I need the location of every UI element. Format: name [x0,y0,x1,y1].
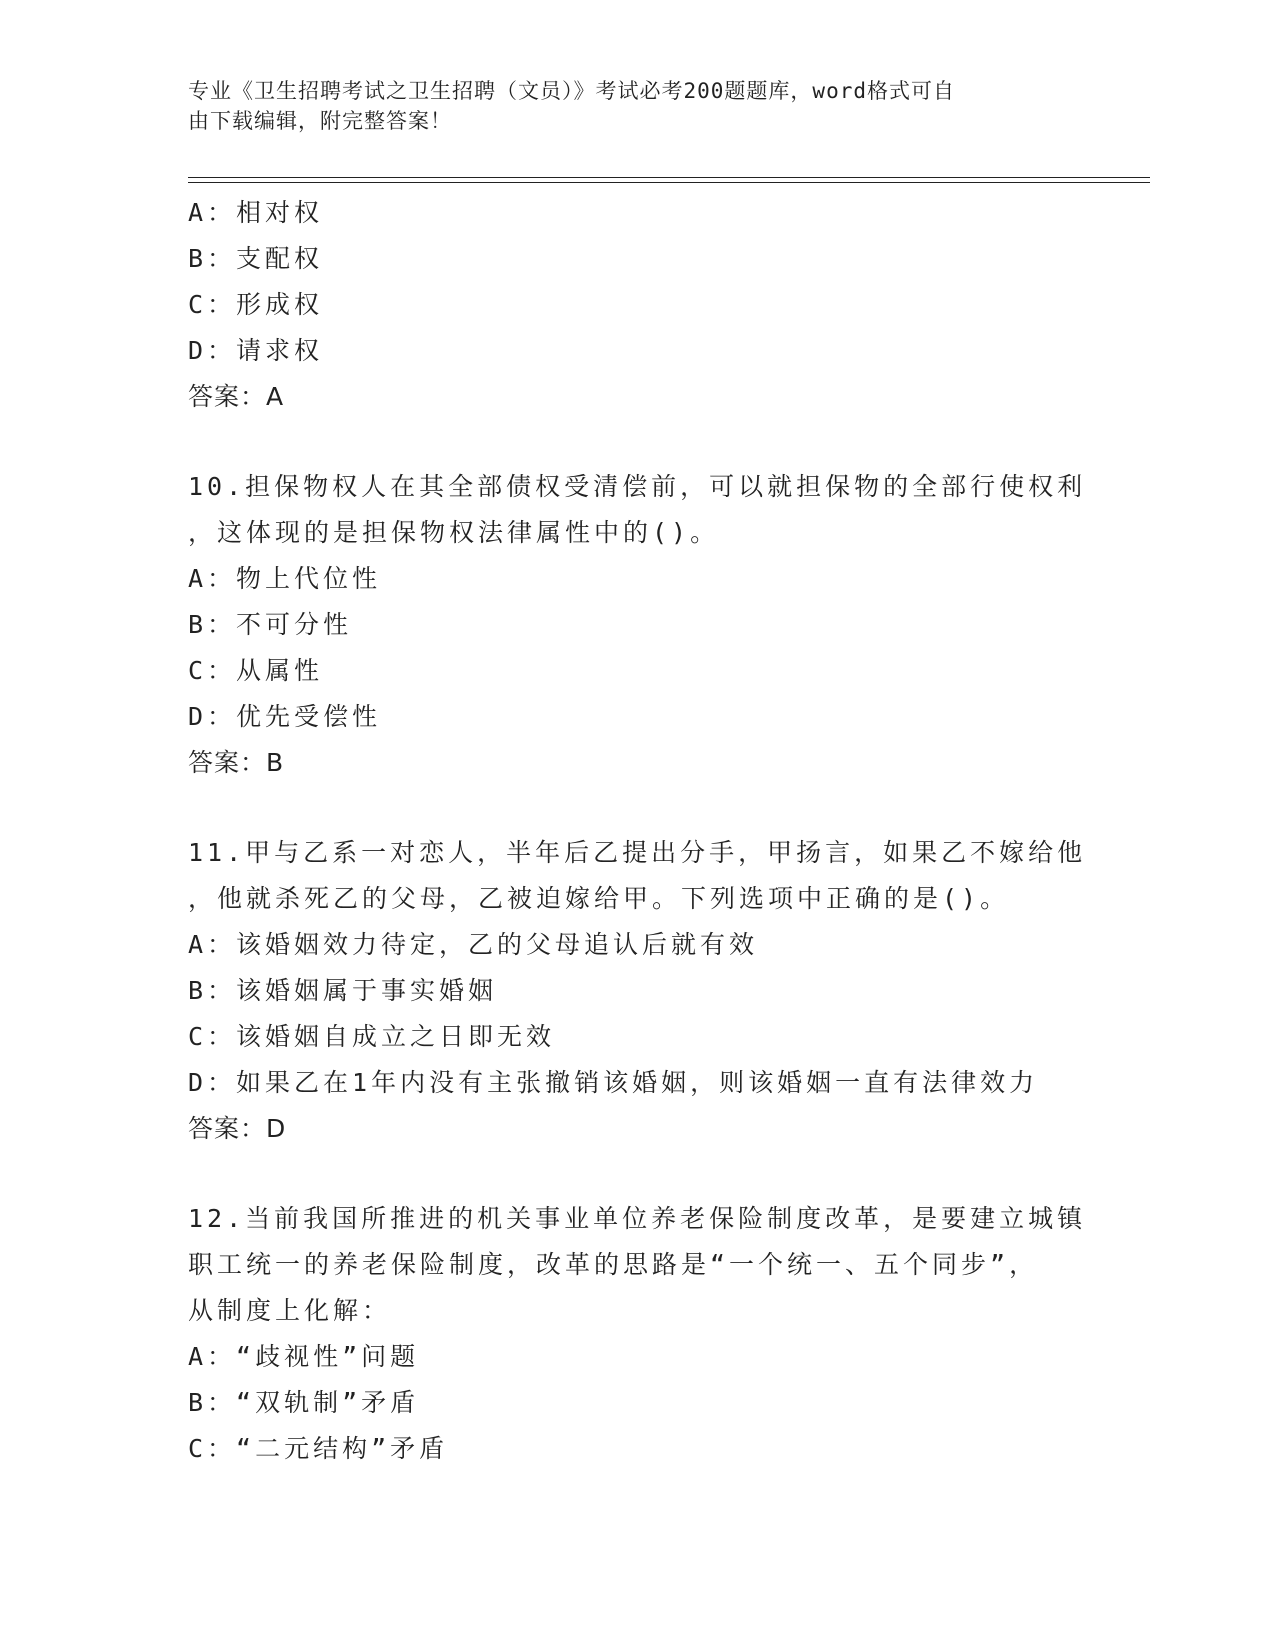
answer: 答案：A [188,382,285,411]
question-12 [188,1196,1088,1472]
question-text: 从制度上化解： [188,1296,392,1325]
question-text: 职工统一的养老保险制度，改革的思路是“一个统一、五个同步”， [188,1250,1039,1279]
header-line-1: 专业《卫生招聘考试之卫生招聘（文员）》考试必考200题题库，word格式可自 [188,79,955,103]
option-b: B：不可分性 [188,610,353,639]
option-d: D：请求权 [188,336,324,365]
question-9 [188,190,1088,420]
question-text: ，这体现的是担保物权法律属性中的()。 [188,518,720,547]
option-c: C：形成权 [188,290,324,319]
header-divider-top [188,177,1150,178]
question-text: 12.当前我国所推进的机关事业单位养老保险制度改革，是要建立城镇 [188,1204,1087,1233]
question-content [188,190,1088,1472]
header-line-2: 由下载编辑，附完整答案！ [188,109,452,133]
option-a: A：相对权 [188,198,324,227]
option-d: D：如果乙在1年内没有主张撤销该婚姻，则该婚姻一直有法律效力 [188,1068,1039,1097]
option-a: A：物上代位性 [188,564,382,593]
option-c: C：从属性 [188,656,324,685]
question-text: ，他就杀死乙的父母，乙被迫嫁给甲。下列选项中正确的是()。 [188,884,1010,913]
option-b: B：“双轨制”矛盾 [188,1388,420,1417]
question-11 [188,830,1088,1152]
answer: 答案：D [188,1114,287,1143]
question-text: 11.甲与乙系一对恋人，半年后乙提出分手，甲扬言，如果乙不嫁给他 [188,838,1087,867]
option-b: B：支配权 [188,244,324,273]
option-b: B：该婚姻属于事实婚姻 [188,976,498,1005]
answer: 答案：B [188,748,285,777]
option-a: A：“歧视性”问题 [188,1342,420,1371]
question-text: 10.担保物权人在其全部债权受清偿前，可以就担保物的全部行使权利 [188,472,1087,501]
option-a: A：该婚姻效力待定，乙的父母追认后就有效 [188,930,759,959]
question-10 [188,464,1088,786]
option-c: C：该婚姻自成立之日即无效 [188,1022,556,1051]
document-header [188,76,1068,136]
option-c: C：“二元结构”矛盾 [188,1434,449,1463]
option-d: D：优先受偿性 [188,702,382,731]
header-divider-bottom [188,182,1150,183]
